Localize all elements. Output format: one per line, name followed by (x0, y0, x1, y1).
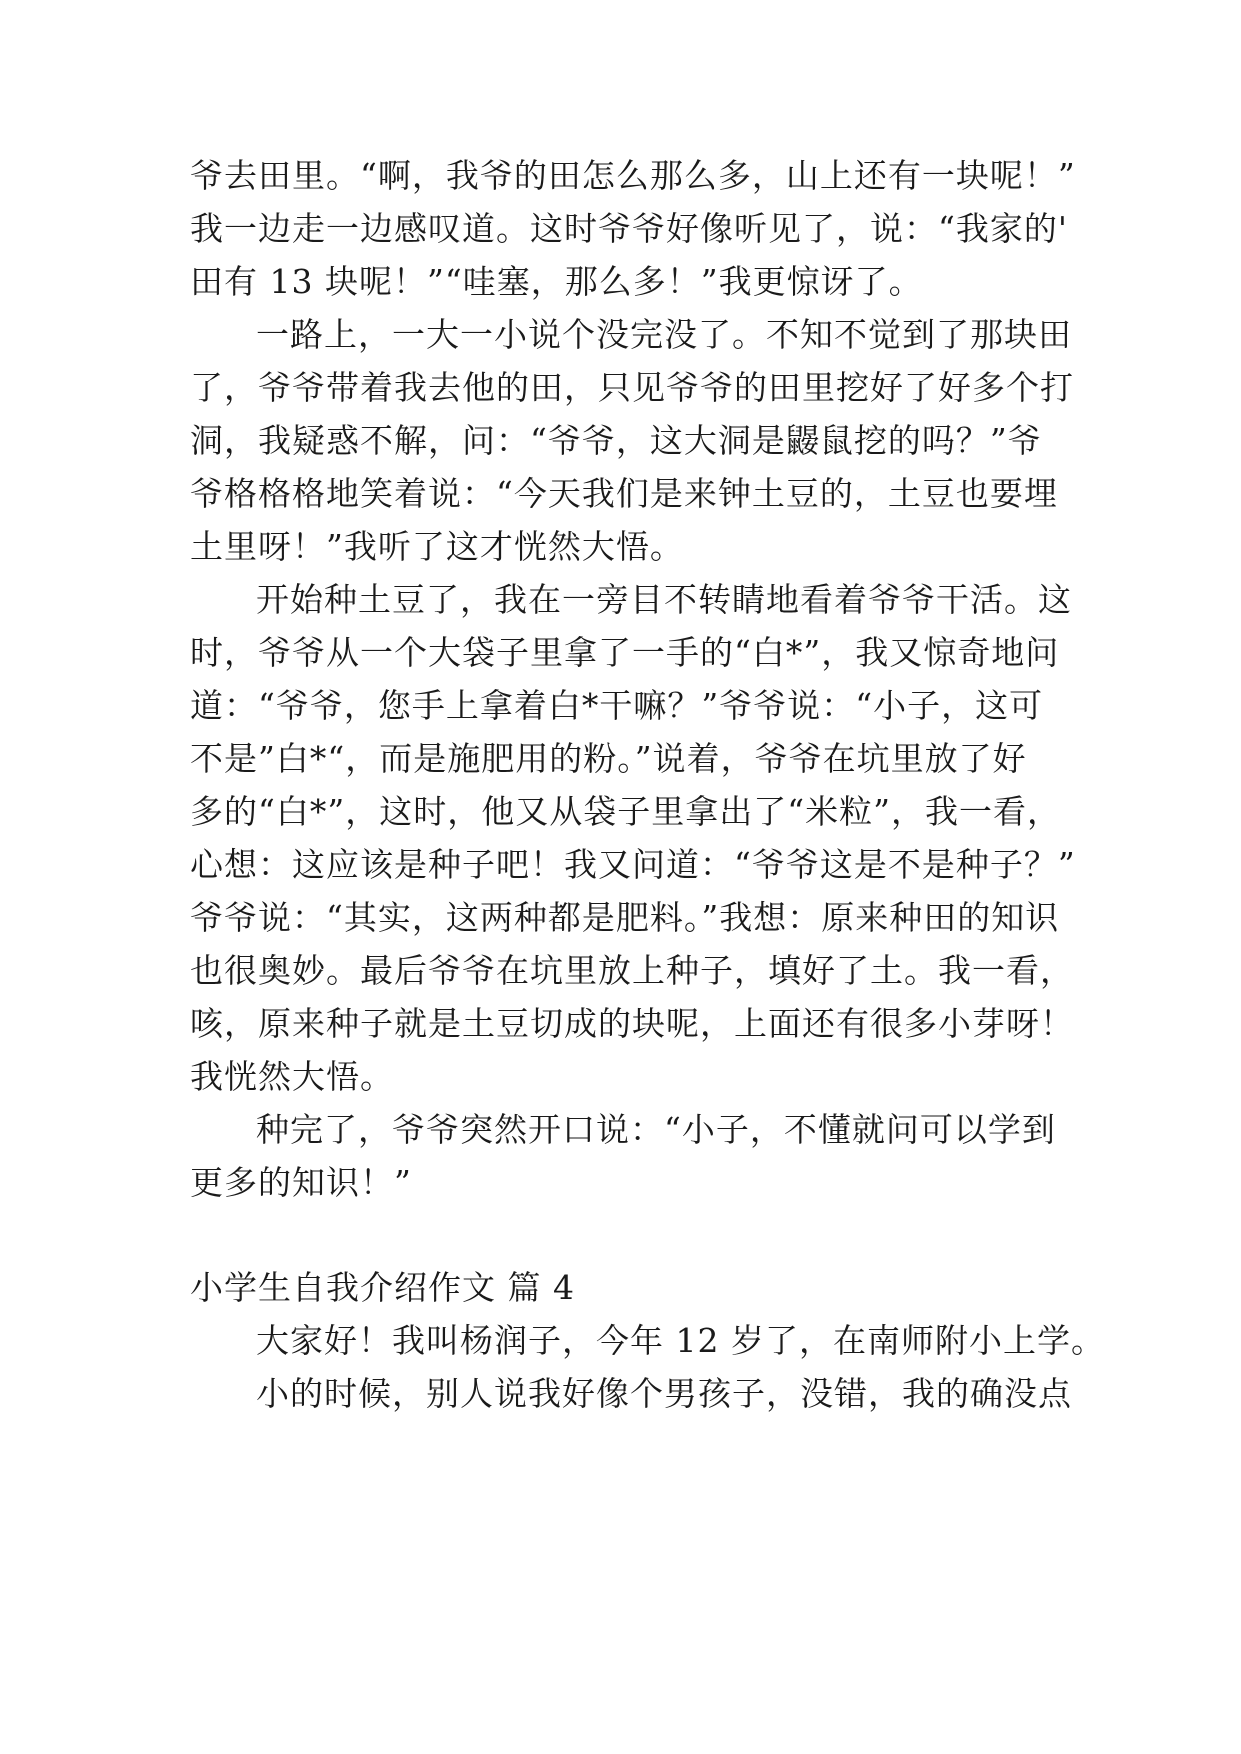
text-line: 也很奥妙。最后爷爷在坑里放上种子，填好了土。我一看， (190, 951, 1074, 990)
text-line: 了，爷爷带着我去他的田，只见爷爷的田里挖好了好多个打 (190, 368, 1074, 407)
text-line: 心想：这应该是种子吧！我又问道：“爷爷这是不是种子？” (190, 845, 1076, 884)
paragraph-start-line: 大家好！我叫杨润子，今年 12 岁了，在南师附小上学。 (256, 1321, 1105, 1360)
paragraph-start-line: 种完了，爷爷突然开口说：“小子，不懂就问可以学到 (256, 1110, 1056, 1149)
text-line: 不是”白*“，而是施肥用的粉。”说着，爷爷在坑里放了好 (190, 739, 1027, 778)
text-line: 咳，原来种子就是土豆切成的块呢，上面还有很多小芽呀！ (190, 1004, 1074, 1043)
text-line: 爷格格格地笑着说：“今天我们是来钟土豆的，土豆也要埋 (190, 474, 1058, 513)
text-line: 土里呀！”我听了这才恍然大悟。 (190, 527, 684, 566)
paragraph-start-line: 一路上，一大一小说个没完没了。不知不觉到了那块田 (256, 315, 1072, 354)
text-line: 爷去田里。“啊，我爷的田怎么那么多，山上还有一块呢！” (190, 156, 1076, 195)
text-line: 爷爷说：“其实，这两种都是肥料。”我想：原来种田的知识 (190, 898, 1060, 937)
text-line: 更多的知识！” (190, 1163, 412, 1202)
text-line: 多的“白*”，这时，他又从袋子里拿出了“米粒”，我一看， (190, 792, 1061, 831)
text-line: 时，爷爷从一个大袋子里拿了一手的“白*”，我又惊奇地问 (190, 633, 1060, 672)
text-line: 我一边走一边感叹道。这时爷爷好像听见了，说：“我家的' (190, 209, 1068, 248)
text-line: 田有 13 块呢！”“哇塞，那么多！”我更惊讶了。 (190, 262, 923, 301)
text-line: 我恍然大悟。 (190, 1057, 394, 1096)
paragraph-start-line: 小的时候，别人说我好像个男孩子，没错，我的确没点 (256, 1374, 1072, 1413)
paragraph-start-line: 开始种土豆了，我在一旁目不转睛地看着爷爷干活。这 (256, 580, 1072, 619)
text-line: 道：“爷爷，您手上拿着白*干嘛？”爷爷说：“小子，这可 (190, 686, 1044, 725)
section-heading: 小学生自我介绍作文 篇 4 (190, 1268, 575, 1307)
text-line: 洞，我疑惑不解，问：“爷爷，这大洞是鼹鼠挖的吗？”爷 (190, 421, 1042, 460)
